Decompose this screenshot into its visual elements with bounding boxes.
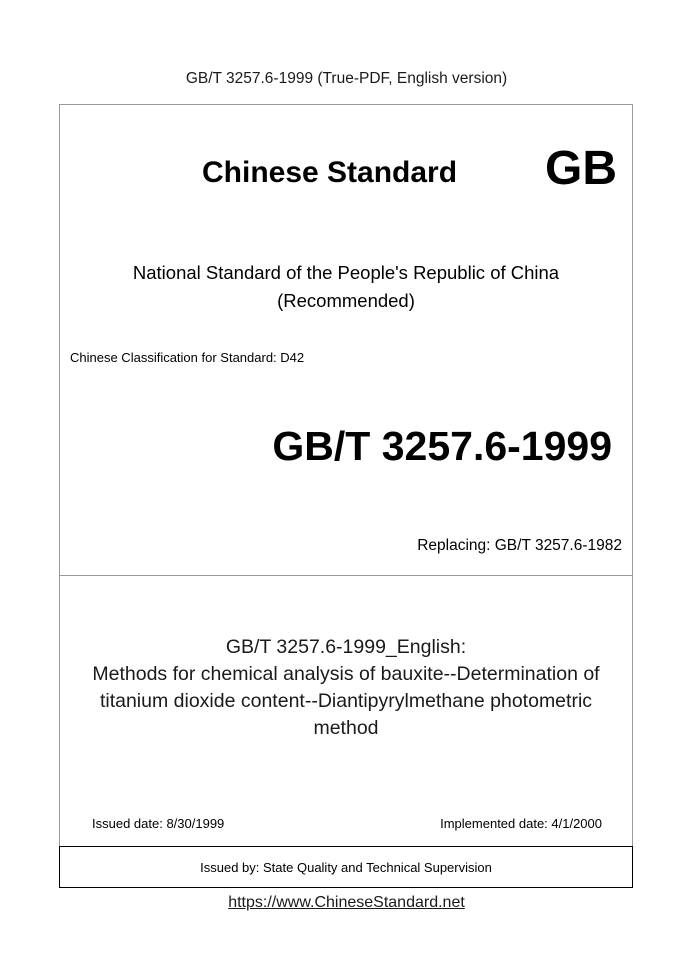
- gb-mark: GB: [545, 142, 617, 195]
- issued-date: Issued date: 8/30/1999: [92, 816, 225, 831]
- website-link[interactable]: https://www.ChineseStandard.net: [228, 894, 465, 911]
- implemented-date: Implemented date: 4/1/2000: [440, 816, 602, 831]
- document-title-line: titanium dioxide content--Diantipyrylmethane photometric: [99, 690, 593, 712]
- document-title-line: Methods for chemical analysis of bauxite--Determination of: [92, 663, 600, 685]
- replacing-label: Replacing: GB/T 3257.6-1982: [417, 537, 622, 554]
- classification-label: Chinese Classification for Standard: D42: [70, 350, 305, 365]
- cover-heading: Chinese Standard: [202, 156, 458, 189]
- national-standard-label: [59, 259, 633, 315]
- document-title: [59, 634, 633, 742]
- standard-number: GB/T 3257.6-1999: [272, 423, 612, 469]
- document-title-line: GB/T 3257.6-1999_English:: [225, 636, 467, 658]
- document-header-title: GB/T 3257.6-1999 (True-PDF, English version): [185, 70, 508, 87]
- national-standard-line: National Standard of the People's Republic of China: [132, 262, 560, 283]
- document-title-line: method: [313, 717, 379, 739]
- issued-by-label: Issued by: State Quality and Technical Supervision: [200, 860, 492, 875]
- recommended-label: (Recommended): [277, 290, 415, 311]
